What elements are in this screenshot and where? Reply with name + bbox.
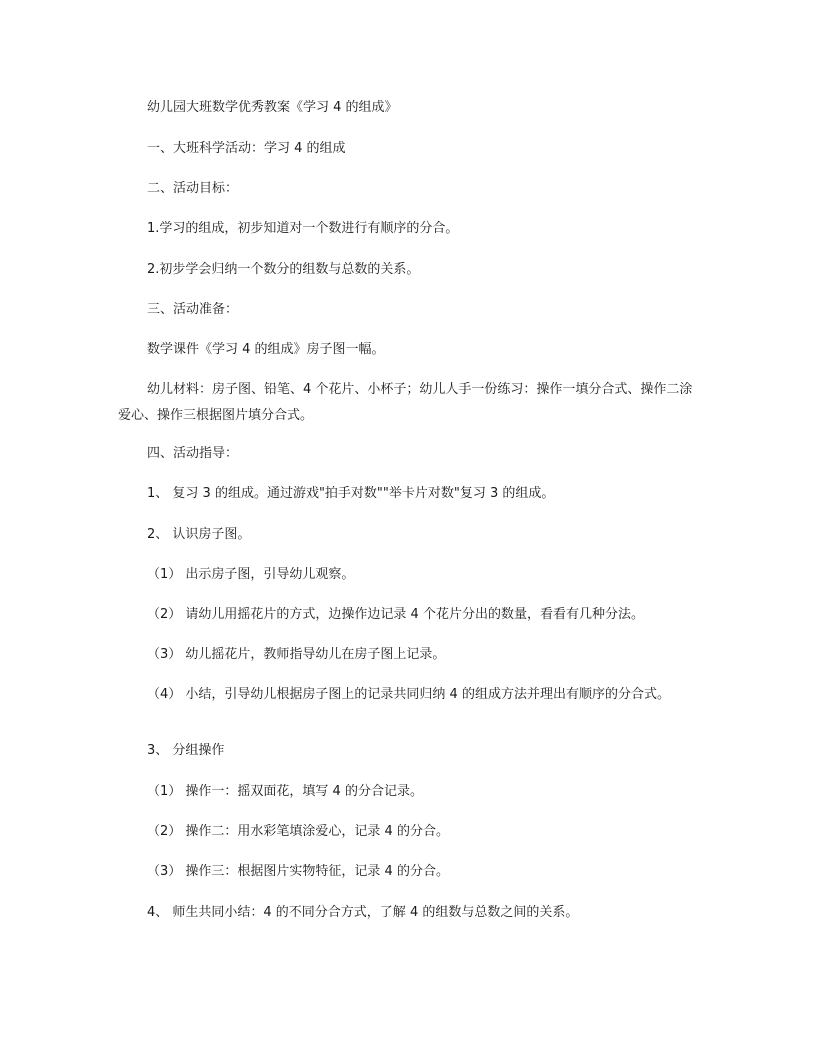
- paragraph: 数学课件《学习 4 的组成》房子图一幅。: [147, 342, 385, 357]
- section-heading: 二、活动目标：: [147, 181, 239, 196]
- paragraph: （2） 请幼儿用摇花片的方式，边操作边记录 4 个花片分出的数量，看看有几种分法。: [147, 607, 644, 622]
- section-heading: 三、活动准备：: [147, 302, 239, 317]
- paragraph: 1、 复习 3 的组成。通过游戏"拍手对数""举卡片对数"复习 3 的组成。: [147, 486, 555, 501]
- paragraph: （2） 操作二：用水彩笔填涂爱心，记录 4 的分合。: [147, 824, 449, 839]
- paragraph: （4） 小结，引导幼儿根据房子图上的记录共同归纳 4 的组成方法并理出有顺序的分合式。: [147, 687, 670, 702]
- paragraph: 2、 认识房子图。: [147, 527, 251, 542]
- paragraph: 3、 分组操作: [147, 743, 225, 758]
- section-heading: 四、活动指导：: [147, 446, 239, 461]
- paragraph: （3） 操作三：根据图片实物特征，记录 4 的分合。: [147, 864, 449, 879]
- section-heading: 一、大班科学活动：学习 4 的组成: [147, 141, 346, 156]
- paragraph: （1） 操作一：摇双面花，填写 4 的分合记录。: [147, 784, 423, 799]
- paragraph: 2.初步学会归纳一个数分的组数与总数的关系。: [147, 262, 420, 277]
- paragraph: 1.学习的组成，初步知道对一个数进行有顺序的分合。: [147, 221, 459, 236]
- paragraph: 幼儿材料：房子图、铅笔、4 个花片、小杯子；幼儿人手一份练习：操作一填分合式、操作二涂爱心、操作三根据图片填分合式。: [118, 382, 693, 423]
- paragraph: （1） 出示房子图，引导幼儿观察。: [147, 567, 355, 582]
- paragraph: （3） 幼儿摇花片，教师指导幼儿在房子图上记录。: [147, 647, 446, 662]
- document-title: 幼儿园大班数学优秀教案《学习 4 的组成》: [147, 100, 398, 115]
- paragraph: 4、 师生共同小结：4 的不同分合方式，了解 4 的组数与总数之间的关系。: [147, 905, 579, 920]
